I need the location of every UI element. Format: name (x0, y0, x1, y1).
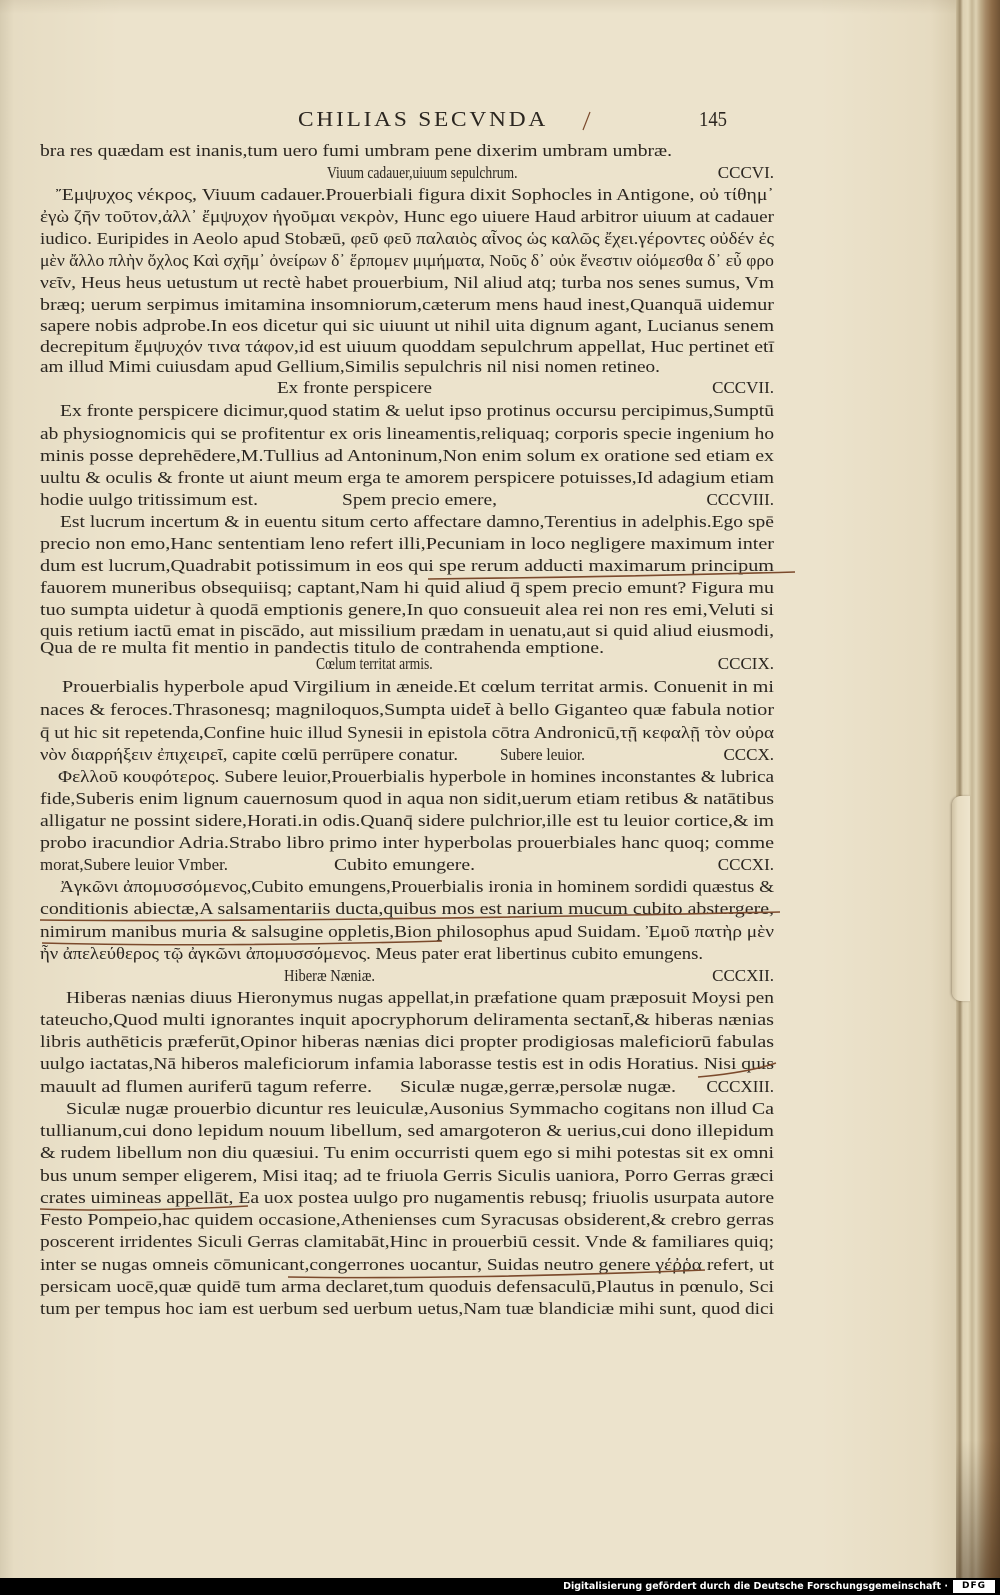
adage-title: Cubito emungere. (334, 855, 475, 874)
text-line: crates uimineas appellāt, Ea uox postea uulgo pro nugamentis rebusq; friuolis usurpata autore (40, 1188, 775, 1207)
text-line: Hiberas nænias diuus Hieronymus nugas appellat,in præfatione quam præposuit Moysi pen (66, 988, 774, 1007)
text-line: q̄ ut hic sit repetenda,Confine huic illud Synesii in epistola cōtra Andronicū,τῇ κεφαλῇ τὸν οὐρα (40, 723, 774, 742)
text-line: fide,Suberis enim lignum cauernosum quod in aqua non sidit,uerum etiam retibus & natātibus (40, 789, 775, 808)
text-line: bus unum semper eligerem, Misi itaq; ad te friuola Gerris Siculis uaniora, Porro Gerras græci (40, 1166, 775, 1185)
text-line: bra res quædam est inanis,tum uero fumi umbram pene dixerim umbram umbræ. (40, 141, 673, 160)
text-line: naces & feroces.Thrasonesq; magniloquos,Sumpta uidet̄ à bello Giganteo quæ fabula notior (40, 700, 774, 719)
adage-number: CCCVIII. (706, 490, 774, 509)
text-line: hodie uulgo tritissimum est. (40, 490, 258, 509)
adage-number: CCCVII. (712, 378, 774, 397)
text-line: conditionis abiectæ,A salsamentariis ducta,quibus mos est narium mucum cubito abstergere, (40, 899, 775, 918)
text-line: Ἀγκῶνι ἀπομυσσόμενος,Cubito emungens,Prouerbialis ironia in hominem sordidi quæstus & (60, 877, 774, 896)
adage-title: Viuum cadauer,uiuum sepulchrum. (327, 163, 518, 182)
text-line: probo iracundior Adria.Strabo libro primo inter hyperbolas prouerbiales hanc quoq; comme (40, 833, 774, 852)
dfg-logo: DFG (953, 1580, 995, 1593)
text-line: quis retium iactū emat in piscādo, aut missilium prædam in uenatu,aut si quid aliud eiusmodi, (40, 621, 775, 640)
pen-underline (40, 912, 780, 921)
text-line: Prouerbialis hyperbole apud Virgilium in æneide.Et cœlum territat armis. Conuenit in mi (62, 677, 774, 696)
text-line: Festo Pompeio,hac quidem occasione,Athenienses cum Syracusas obsiderent,& crebro gerras (40, 1210, 775, 1229)
text-line: Ex fronte perspicere dicimur,quod statim & uelut ipso protinus occursu percipimus,Sumptū (60, 401, 775, 420)
text-line: tateucho,Quod multi ignorantes inquit apocryphorum deliramenta sectant̄,& hiberas nænias (40, 1010, 774, 1029)
text-line: Φελλοῦ κουφότερος. Subere leuior,Prouerbialis hyperbole in homines inconstantes & lubrica (58, 767, 775, 786)
text-line: uultu & oculis & fronte ut aiunt meum erga te amorem perspicere potuisses,Id adagium etiam (40, 468, 775, 487)
text-line: minis posse deprehēdere,M.Tullius ad Antoninum,Non enim solum ex oratione sed etiam ex (40, 446, 775, 465)
text-line: libris authēticis præferūt,Opinor hiberas nænias dici propter prodigiosas maleficiorū fabulas (40, 1032, 775, 1051)
digitization-credit: Digitalisierung gefördert durch die Deutsche Forschungsgemeinschaft · (563, 1581, 948, 1592)
text-line: nimirum manibus muria & salsugine oppletis,Bion philosophus apud Suidam. Ἐμοῦ πατὴρ μὲν (40, 922, 774, 941)
text-line: mauult ad flumen auriferū tagum referre. (40, 1077, 373, 1096)
text-line: poscerent irridentes Siculi Gerras clamitabāt,Hinc in prouerbiū cessit. Vnde & familiares quiq; (40, 1232, 775, 1251)
text-line: νὸν διαρρήξειν ἐπιχειρεῖ, capite cœlū perrūpere conatur. (40, 745, 459, 764)
adage-number: CCCIX. (717, 654, 774, 673)
text-line: ἦν ἀπελεύθερος τῷ ἀγκῶνι ἀπομυσσόμενος. Meus pater erat libertinus cubito emungens. (40, 944, 704, 963)
pen-underline (288, 1270, 705, 1278)
pen-underline (42, 941, 442, 945)
running-title: CHILIAS SECVNDA (298, 107, 549, 131)
text-line: persicam uocē,quæ quidē tum arma declaret,tum quoduis defensaculū,Plautus in pœnulo, Sci (40, 1277, 775, 1296)
pen-underline (40, 1206, 248, 1210)
text-line: Siculæ nugæ prouerbio dicuntur res leuiculæ,Ausonius Symmacho cogitans non illud Ca (66, 1099, 775, 1118)
text-line: Est lucrum incertum & in euentu situm certo affectare damno,Terentius in adelphis.Ego spē (60, 512, 774, 531)
adage-number: CCCXIII. (706, 1077, 774, 1096)
adage-title: Spem precio emere, (342, 490, 498, 509)
text-line: ab physiognomicis qui se profitentur ex oris lineamentis,reliquaq; corporis specie ingenium ho (40, 424, 775, 443)
text-line: νεῖν, Heus heus uetustum ut rectè habet prouerbium, Nil aliud atq; turba nos senes sumus, Vm (40, 273, 775, 292)
text-line: morat,Subere leuior Vmber. (40, 855, 229, 874)
adage-title: Siculæ nugæ,gerræ,persolæ nugæ. (400, 1077, 676, 1096)
text-line: dum est lucrum,Quadrabit potissimum in eos qui spe rerum adducti maximarum principum (40, 556, 774, 575)
text-line: am illud Mimi cuiusdam apud Gellium,Similis sepulchris nil nisi nomen retineo. (40, 357, 660, 376)
text-line: ἐγὼ ζῆν τοῦτον,ἀλλ᾽ ἔμψυχον ἡγοῦμαι νεκρὸν, Hunc ego uiuere Haud arbitror uiuum at cadauer (40, 207, 774, 226)
digitization-footer (0, 1578, 1000, 1595)
text-line: alligatur ne possint sidere,Horati.in odis.Quanq̄ sidere pulchrior,ille est tu leuior cortice,& im (40, 811, 775, 830)
text-line: bræq; uerum serpimus imitamina insomniorum,cæterum mens haud inest,Quanquā uidemur (40, 295, 774, 314)
text-line: iudico. Euripides in Aeolo apud Stobæū, φεῦ φεῦ παλαιὸς αἶνος ὡς καλῶς ἔχει.γέροντες οὐδέν ἐς (40, 229, 774, 248)
text-line: tuo sumpta uidetur à quodā emptionis genere,In quo consueuit alea rei non res emi,Veluti si (40, 600, 775, 619)
adage-number: CCCVI. (717, 163, 774, 182)
adage-title: Ex fronte perspicere (277, 378, 433, 397)
pen-slash-mark (583, 112, 590, 130)
text-line: μὲν ἄλλο πλὴν ὄχλος Καὶ σχῆμ᾽ ὀνείρων δ᾽ ἕρπομεν μιμήματα, Νοῦς δ᾽ οὐκ ἔνεστιν οἰόμεσθα δ᾽ εὖ φρο (40, 251, 774, 270)
text-line: uulgo iactatas,Nā hiberos maleficiorum infamia laborasse testis est in odis Horatius. Nisi quis (40, 1054, 774, 1073)
text-line: sapere nobis adprobe.In eos dicetur qui sic uiuunt ut nihil uita dignum agant, Lucianus senem (40, 316, 775, 335)
adage-number: CCCXI. (717, 855, 774, 874)
page-number: 145 (699, 107, 728, 131)
adage-title: Hiberæ Næniæ. (284, 966, 376, 985)
text-line: & rudem libellum non diu quæsiui. Tu enim occurristi quem ego si mihi potestas sit ex omni (40, 1143, 774, 1162)
pen-underline (698, 1063, 776, 1077)
adage-number: CCCX. (723, 745, 774, 764)
text-line: Ἔμψυχος νέκρος, Viuum cadauer.Prouerbiali figura dixit Sophocles in Antigone, οὐ τίθημ᾽ (56, 185, 774, 204)
text-line: tum per tempus hoc iam est uerbum sed uerbum uetus,Nam tuæ blandiciæ mihi sunt, quod dici (40, 1299, 775, 1318)
text-line: tullianum,cui dono lepidum nouum libellum, sed amargoteron & uerius,cui dono illepidum (40, 1121, 775, 1140)
adage-number: CCCXII. (712, 966, 774, 985)
text-line: fauorem muneribus obsequiisq; captant,Nam hi quid aliud q̄ spem precio emunt? Figura mu (40, 578, 774, 597)
text-line: decrepitum ἔμψυχόν τινα τάφον,id est uiuum quoddam sepulchrum appellat, Huc pertinet etī (40, 337, 775, 356)
text-line: precio non emo,Hanc sententiam leno refert illi,Pecuniam in loco negligere maximum inter (40, 534, 775, 553)
text-line: Qua de re multa fit mentio in pandectis titulo de contrahenda emptione. (40, 638, 605, 657)
adage-title: Cœlum territat armis. (316, 654, 433, 673)
pen-underline (428, 572, 795, 579)
adage-title: Subere leuior. (500, 745, 585, 764)
text-line: inter se nugas omneis cōmunicant,congerrones uocantur, Suidas neutro genere γέῤῥα refert, ut (40, 1255, 775, 1274)
